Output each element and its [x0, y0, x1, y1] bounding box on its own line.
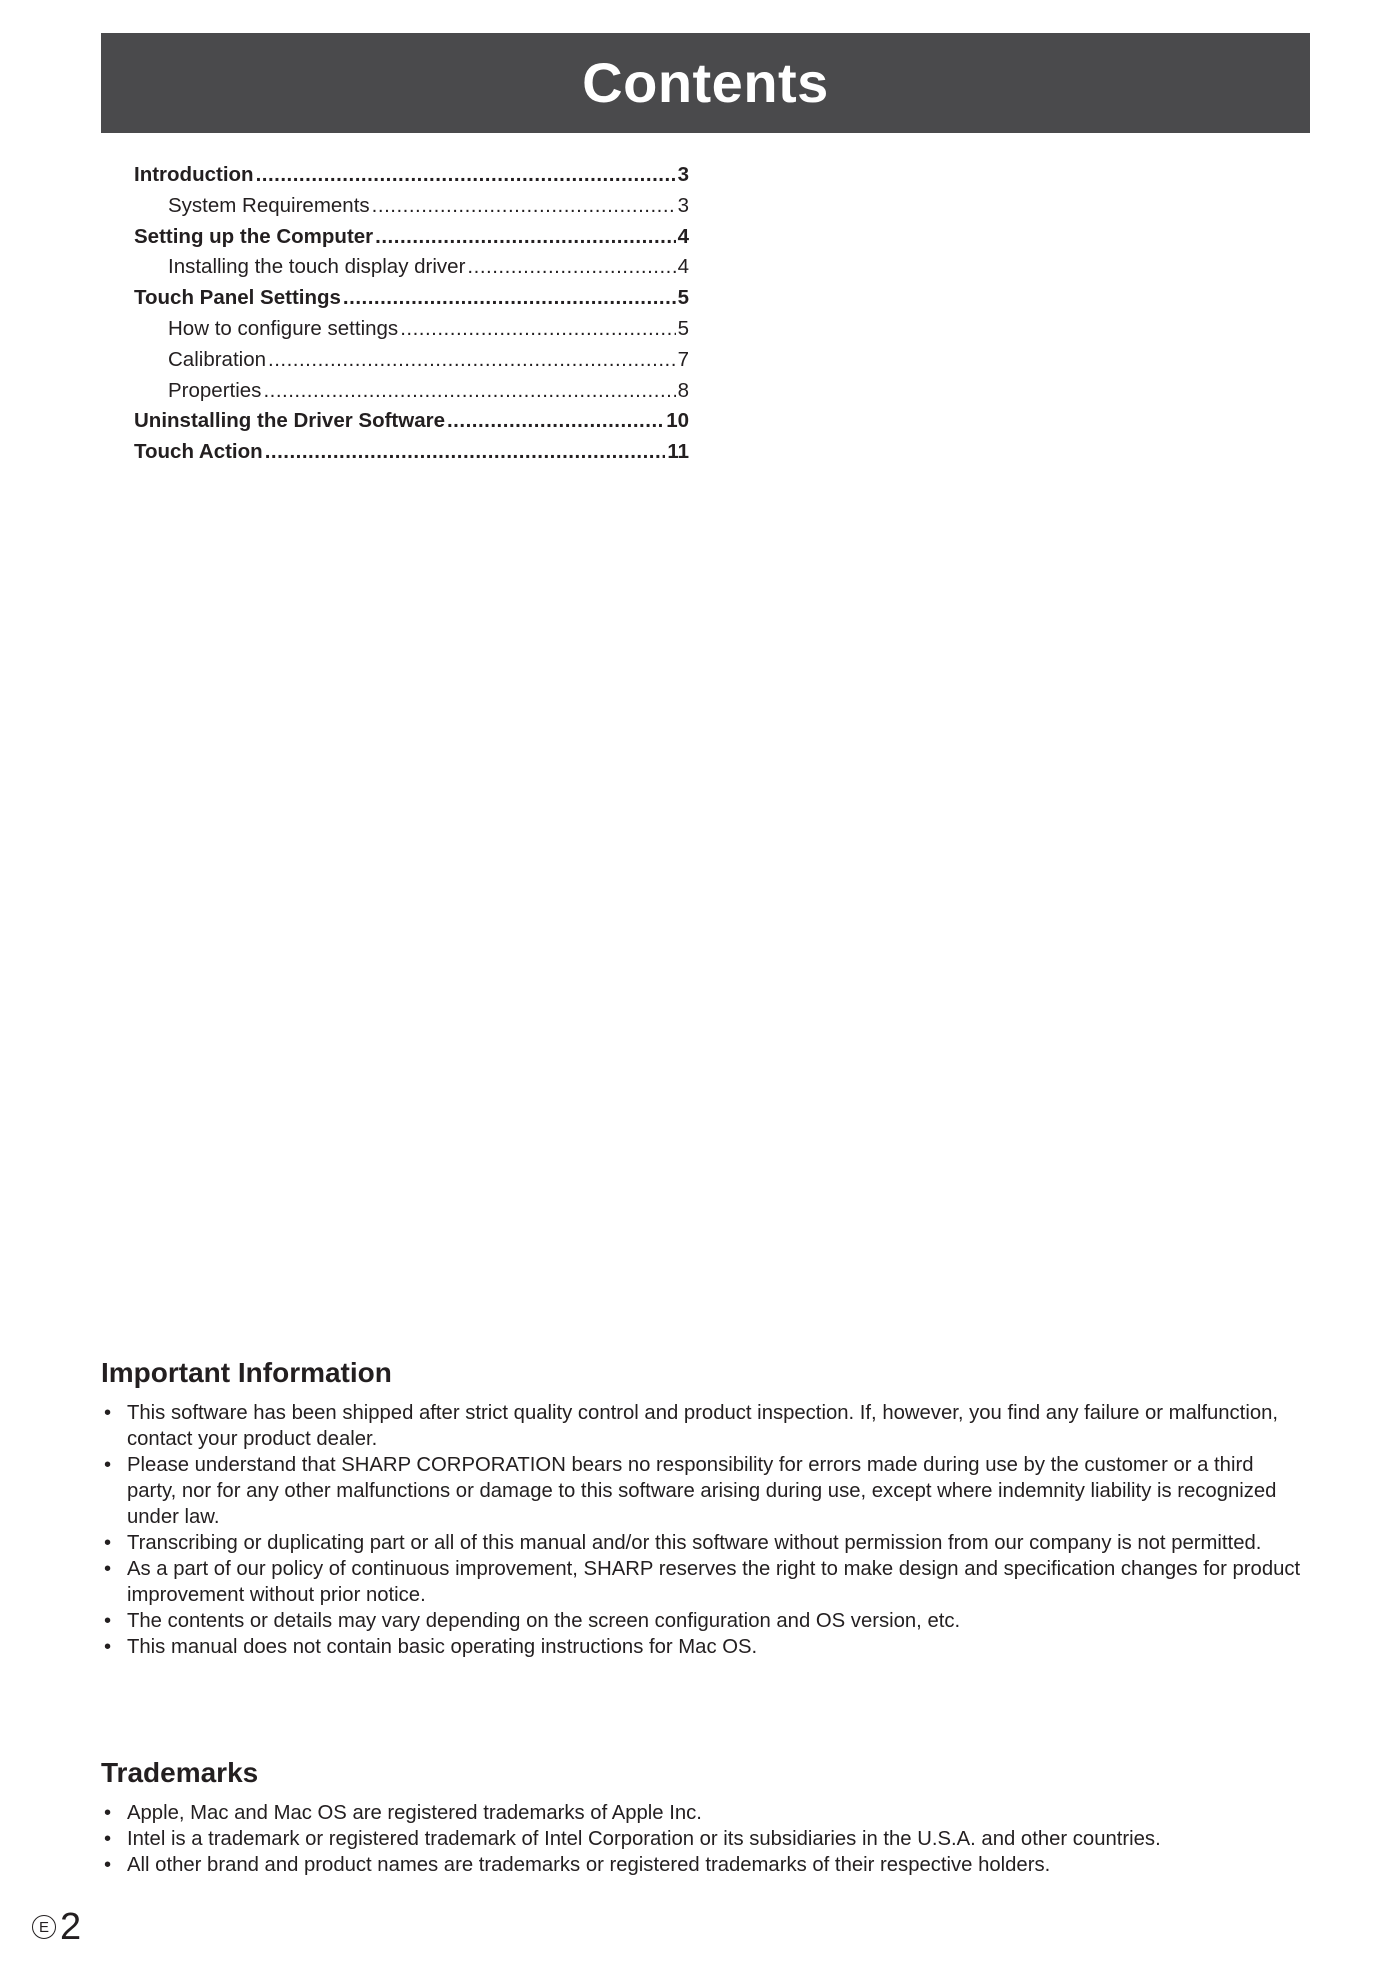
table-of-contents	[134, 163, 689, 471]
toc-entry-calibration[interactable]	[134, 348, 689, 379]
toc-entry-installing-driver[interactable]	[134, 255, 689, 286]
list-item	[101, 1556, 1301, 1608]
trademarks-section	[101, 1756, 1301, 1878]
toc-entry-system-requirements[interactable]	[134, 194, 689, 225]
toc-entry-title: How to configure settings	[168, 316, 399, 340]
toc-entry-setting-up-computer[interactable]	[134, 225, 689, 256]
list-item-text: Apple, Mac and Mac OS are registered trademarks of Apple Inc.	[127, 1801, 702, 1824]
toc-entry-introduction[interactable]	[134, 163, 689, 194]
list-item-text: As a part of our policy of continuous improvement, SHARP reserves the right to make design and specification changes for product improvement without prior notice.	[127, 1557, 1301, 1606]
list-item	[101, 1852, 1301, 1878]
bullet-list	[101, 1400, 1301, 1660]
toc-entry-page: 4	[677, 224, 689, 248]
toc-entry-title: Calibration	[168, 347, 266, 371]
toc-entry-title: Uninstalling the Driver Software	[134, 409, 445, 433]
list-item	[101, 1530, 1301, 1556]
bullet-icon: •	[104, 1801, 112, 1824]
toc-entry-page: 8	[677, 378, 689, 402]
toc-entry-page: 5	[677, 286, 689, 310]
list-item-text: All other brand and product names are trademarks or registered trademarks of their respective holders.	[127, 1853, 1051, 1876]
toc-leader-dots	[265, 440, 666, 464]
toc-leader-dots	[400, 317, 675, 341]
list-item	[101, 1400, 1301, 1452]
toc-entry-title: Touch Action	[134, 440, 263, 464]
toc-leader-dots	[447, 409, 664, 433]
bullet-icon: •	[104, 1609, 112, 1632]
toc-entry-title: Touch Panel Settings	[134, 286, 341, 310]
toc-leader-dots	[467, 255, 675, 279]
contents-banner	[101, 33, 1310, 133]
toc-entry-page: 3	[677, 193, 689, 217]
list-item	[101, 1826, 1301, 1852]
bullet-list	[101, 1800, 1301, 1878]
toc-entry-properties[interactable]	[134, 379, 689, 410]
toc-entry-title: Setting up the Computer	[134, 224, 374, 248]
toc-leader-dots	[375, 225, 675, 249]
toc-leader-dots	[256, 163, 676, 187]
toc-entry-title: System Requirements	[168, 193, 370, 217]
toc-entry-configure-settings[interactable]	[134, 317, 689, 348]
toc-entry-page: 10	[666, 409, 689, 433]
bullet-icon: •	[104, 1401, 112, 1424]
page-title: Contents	[582, 51, 829, 114]
toc-entry-page: 11	[667, 440, 689, 464]
bullet-icon: •	[104, 1635, 112, 1658]
list-item-text: This software has been shipped after strict quality control and product inspection. If, however, you find any failure or malfunction, contact your product dealer.	[127, 1401, 1279, 1450]
page-footer	[32, 1908, 81, 1946]
bullet-icon: •	[104, 1557, 112, 1580]
toc-entry-touch-action[interactable]	[134, 440, 689, 471]
toc-entry-title: Installing the touch display driver	[168, 255, 466, 279]
list-item-text: Intel is a trademark or registered trademark of Intel Corporation or its subsidiaries in the U.S.A. and other countries.	[127, 1827, 1161, 1850]
list-item	[101, 1634, 1301, 1660]
important-information-section	[101, 1356, 1301, 1660]
section-heading: Trademarks	[101, 1757, 259, 1788]
toc-leader-dots	[263, 379, 675, 403]
toc-entry-title: Introduction	[134, 163, 254, 186]
bullet-icon: •	[104, 1453, 112, 1476]
page-number: 2	[60, 1906, 82, 1948]
language-mark-icon: E	[32, 1915, 56, 1939]
list-item-text: The contents or details may vary depending on the screen configuration and OS version, etc.	[127, 1609, 961, 1632]
toc-leader-dots	[343, 286, 676, 310]
toc-entry-page: 3	[677, 163, 689, 186]
toc-entry-title: Properties	[168, 378, 262, 402]
list-item-text: This manual does not contain basic operating instructions for Mac OS.	[127, 1635, 758, 1658]
bullet-icon: •	[104, 1531, 112, 1554]
list-item-text: Please understand that SHARP CORPORATION bears no responsibility for errors made during use by the customer or a third party, nor for any other malfunctions or damage to this software arising during use, except where indemnity liability is recognized under law.	[127, 1453, 1277, 1528]
bullet-icon: •	[104, 1853, 112, 1876]
list-item	[101, 1452, 1301, 1530]
toc-entry-uninstalling-driver[interactable]	[134, 409, 689, 440]
toc-entry-page: 4	[677, 255, 689, 279]
toc-entry-page: 5	[677, 316, 689, 340]
list-item-text: Transcribing or duplicating part or all of this manual and/or this software without permission from our company is not permitted.	[127, 1531, 1262, 1554]
toc-leader-dots	[372, 194, 676, 218]
list-item	[101, 1800, 1301, 1826]
toc-leader-dots	[268, 348, 676, 372]
section-heading: Important Information	[101, 1357, 392, 1388]
list-item	[101, 1608, 1301, 1634]
toc-entry-touch-panel-settings[interactable]	[134, 286, 689, 317]
toc-entry-page: 7	[677, 347, 689, 371]
bullet-icon: •	[104, 1827, 112, 1850]
